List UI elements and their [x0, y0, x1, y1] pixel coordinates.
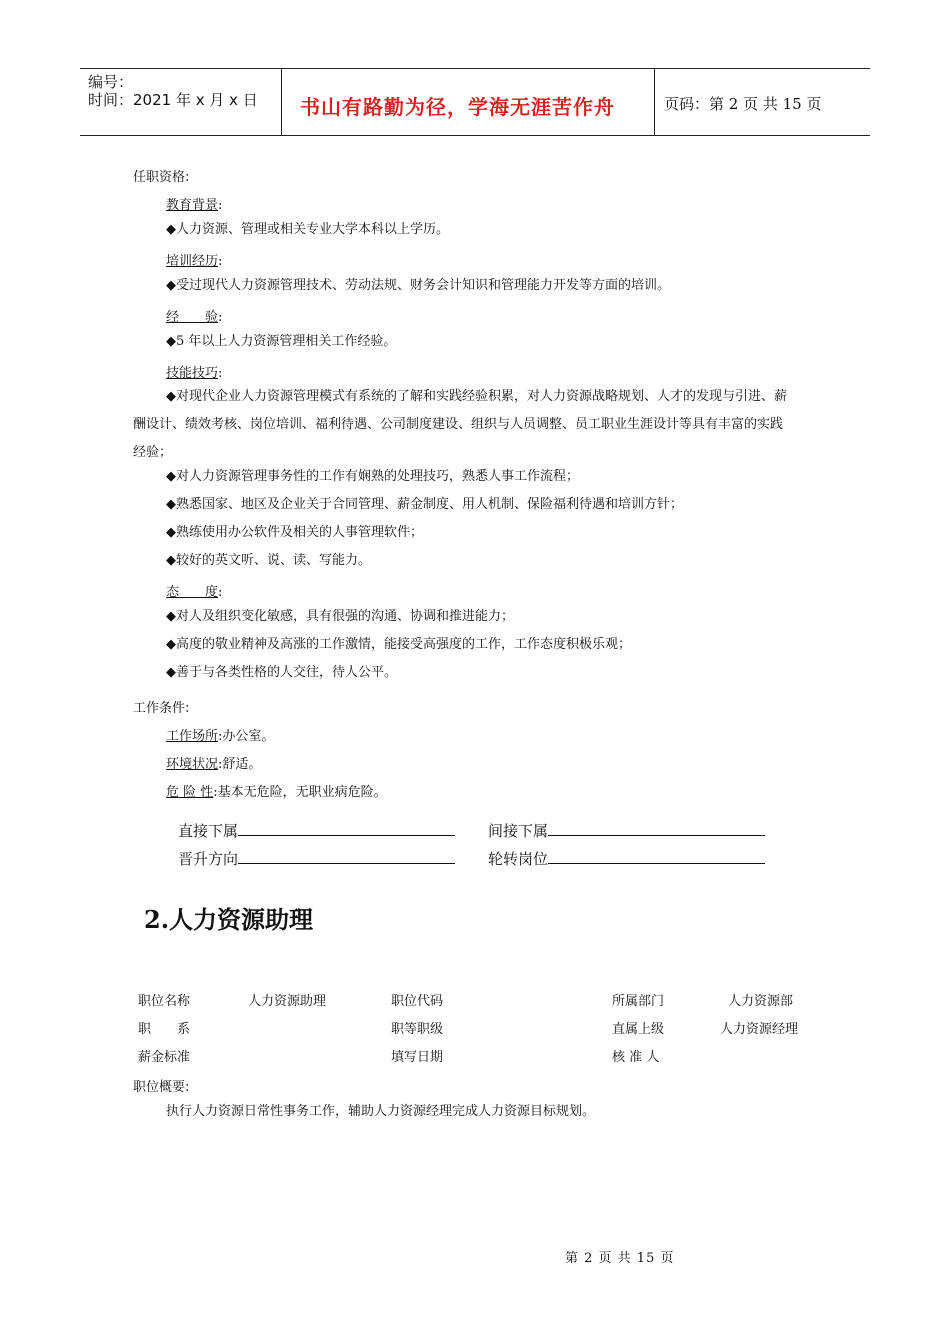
- training-text: ◆受过现代人力资源管理技术、劳动法规、财务会计知识和管理能力开发等方面的培训。: [166, 278, 670, 293]
- direct-subordinate-label: 直接下属: [178, 822, 239, 840]
- supervisor-label: 直属上级: [612, 1022, 665, 1037]
- section-title: 2.人力资源助理: [144, 905, 314, 934]
- work-place-row: [166, 725, 274, 744]
- experience-heading: [166, 306, 222, 325]
- job-grade-label: 职等职级: [391, 1022, 444, 1037]
- training-colon: :: [218, 254, 223, 269]
- skills-label: 技能技巧: [166, 366, 219, 381]
- supervisor-value: 人力资源经理: [720, 1022, 799, 1037]
- header-time-label: 时间：2021 年 x 月 x 日: [88, 91, 258, 109]
- job-title-label: 职位名称: [138, 994, 191, 1009]
- experience-colon: :: [218, 310, 223, 325]
- education-text: ◆人力资源、管理或相关专业大学本科以上学历。: [166, 222, 449, 237]
- environment-row: [166, 753, 261, 772]
- department-label: 所属部门: [612, 994, 665, 1009]
- promotion-blank[interactable]: [238, 849, 455, 864]
- training-label: 培训经历: [166, 254, 219, 269]
- attitude-item: ◆对人及组织变化敏感，具有很强的沟通、协调和推进能力；: [166, 609, 514, 624]
- skills-item: ◆较好的英文听、说、读、写能力。: [166, 553, 371, 568]
- environment-value: :舒适。: [218, 757, 262, 772]
- promotion-row: [178, 848, 455, 869]
- header-divider-left: [281, 68, 282, 135]
- header-motto: 书山有路勤为径，学海无涯苦作舟: [300, 95, 615, 119]
- department-value: 人力资源部: [728, 994, 794, 1009]
- footer-page-number: 第 2 页 共 15 页: [565, 1251, 675, 1266]
- work-place-label: 工作场所: [166, 729, 219, 744]
- experience-label: 经 验: [166, 310, 219, 325]
- direct-subordinate-row: [178, 820, 455, 841]
- direct-subordinate-blank[interactable]: [238, 821, 455, 836]
- danger-row: [166, 781, 387, 800]
- attitude-label: 态 度: [166, 585, 219, 600]
- skills-item: ◆熟悉国家、地区及企业关于合同管理、薪金制度、用人机制、保险福利待遇和培训方针；: [166, 497, 683, 512]
- education-colon: :: [218, 198, 223, 213]
- summary-text: 执行人力资源日常性事务工作，辅助人力资源经理完成人力资源目标规划。: [166, 1104, 596, 1119]
- indirect-subordinate-blank[interactable]: [548, 821, 765, 836]
- header-top-rule: [80, 68, 870, 69]
- skills-item: ◆对现代企业人力资源管理模式有系统的了解和实践经验积累，对人力资源战略规划、人才的发现与引进、薪酬设计、绩效考核、岗位培训、福利待遇、公司制度建设、组织与人员调整、员工职业生涯设计等具有丰富的实践经验；: [133, 389, 787, 460]
- training-heading: [166, 250, 222, 269]
- attitude-item: ◆善于与各类性格的人交往，待人公平。: [166, 665, 397, 680]
- skills-heading: [166, 362, 222, 381]
- header-divider-right: [654, 68, 655, 135]
- skills-item: ◆对人力资源管理事务性的工作有娴熟的处理技巧，熟悉人事工作流程；: [166, 469, 579, 484]
- attitude-heading: [166, 581, 222, 600]
- conditions-title: 工作条件:: [133, 701, 190, 716]
- fill-date-label: 填写日期: [391, 1050, 444, 1065]
- danger-value: :基本无危险，无职业病危险。: [213, 785, 387, 800]
- header-page-info: 页码：第 2 页 共 15 页: [664, 95, 822, 113]
- rotation-blank[interactable]: [548, 849, 765, 864]
- job-family-label: 职 系: [138, 1022, 191, 1037]
- experience-text: ◆5 年以上人力资源管理相关工作经验。: [166, 334, 397, 349]
- education-label: 教育背景: [166, 198, 219, 213]
- skills-item: ◆熟练使用办公软件及相关的人事管理软件；: [166, 525, 423, 540]
- rotation-row: [488, 848, 765, 869]
- attitude-item: ◆高度的敬业精神及高涨的工作激情，能接受高强度的工作，工作态度积极乐观；: [166, 637, 631, 652]
- education-heading: [166, 194, 222, 213]
- qualifications-title: 任职资格:: [133, 170, 190, 185]
- danger-label: 危 险 性: [166, 785, 214, 800]
- skills-colon: :: [218, 366, 223, 381]
- indirect-subordinate-row: [488, 820, 765, 841]
- salary-label: 薪金标准: [138, 1050, 191, 1065]
- job-title-value: 人力资源助理: [248, 994, 327, 1009]
- rotation-label: 轮转岗位: [488, 850, 549, 868]
- header-bottom-rule: [80, 135, 870, 136]
- attitude-colon: :: [218, 585, 223, 600]
- summary-title: 职位概要:: [133, 1080, 190, 1095]
- header-number-label: 编号：: [88, 73, 134, 91]
- indirect-subordinate-label: 间接下属: [488, 822, 549, 840]
- promotion-label: 晋升方向: [178, 850, 239, 868]
- job-code-label: 职位代码: [391, 994, 444, 1009]
- approver-label: 核 准 人: [612, 1050, 660, 1065]
- work-place-value: :办公室。: [218, 729, 275, 744]
- environment-label: 环境状况: [166, 757, 219, 772]
